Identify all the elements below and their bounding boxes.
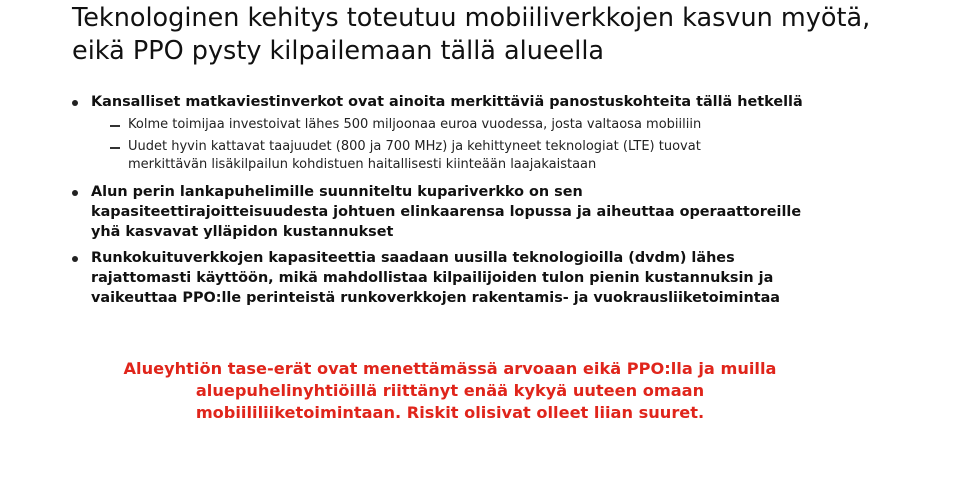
bullet-dot-icon xyxy=(72,100,78,106)
bullet-dot-icon xyxy=(72,190,78,196)
sub-bullet-item xyxy=(72,138,952,174)
bullet-dot-icon xyxy=(72,256,78,262)
bullet-list xyxy=(72,92,952,308)
title-line: Teknologinen kehitys toteutuu mobiiliverkkojen kasvun myötä, xyxy=(72,3,871,33)
bullet-text: Alun perin lankapuhelimille suunniteltu kupariverkko on sen xyxy=(91,184,583,200)
sub-bullet-item xyxy=(72,116,952,134)
bullet-text: Runkokuituverkkojen kapasiteettia saadaan uusilla teknologioilla (dvdm) lähes xyxy=(91,250,735,266)
callout-line: Alueyhtiön tase-erät ovat menettämässä arvoaan eikä PPO:lla ja muilla xyxy=(123,359,777,378)
bullet-item xyxy=(72,182,952,242)
bullet-item xyxy=(72,248,952,308)
sub-bullet-dash-icon xyxy=(110,125,120,127)
bullet-text: vaikeuttaa PPO:lle perinteistä runkoverkkojen rakentamis- ja vuokrausliiketoimintaa xyxy=(91,290,781,306)
title-line: eikä PPO pysty kilpailemaan tällä alueella xyxy=(72,36,605,66)
callout-line: mobiililiiketoimintaan. Riskit olisivat olleet liian suuret. xyxy=(195,403,705,422)
slide-title xyxy=(72,2,942,68)
sub-bullet-text: Kolme toimijaa investoivat lähes 500 miljoonaa euroa vuodessa, josta valtaosa mobiiliin xyxy=(128,117,702,132)
bullet-text: rajattomasti käyttöön, mikä mahdollistaa kilpailijoiden tulon pienin kustannuksin ja xyxy=(91,270,774,286)
bullet-text: yhä kasvavat ylläpidon kustannukset xyxy=(91,224,394,240)
conclusion-callout xyxy=(60,358,840,424)
sub-bullet-dash-icon xyxy=(110,147,120,149)
bullet-text: kapasiteettirajoitteisuudesta johtuen elinkaarensa lopussa ja aiheuttaa operaattoreille xyxy=(91,204,802,220)
sub-bullet-text: Uudet hyvin kattavat taajuudet (800 ja 700 MHz) ja kehittyneet teknologiat (LTE) tuovat xyxy=(128,139,701,154)
callout-line: aluepuhelinyhtiöillä riittänyt enää kykyä uuteen omaan xyxy=(195,381,705,400)
bullet-text: Kansalliset matkaviestinverkot ovat ainoita merkittäviä panostuskohteita tällä hetkellä xyxy=(91,94,803,110)
sub-bullet-text: merkittävän lisäkilpailun kohdistuen haitallisesti kiinteään laajakaistaan xyxy=(128,157,597,172)
bullet-item xyxy=(72,92,952,112)
